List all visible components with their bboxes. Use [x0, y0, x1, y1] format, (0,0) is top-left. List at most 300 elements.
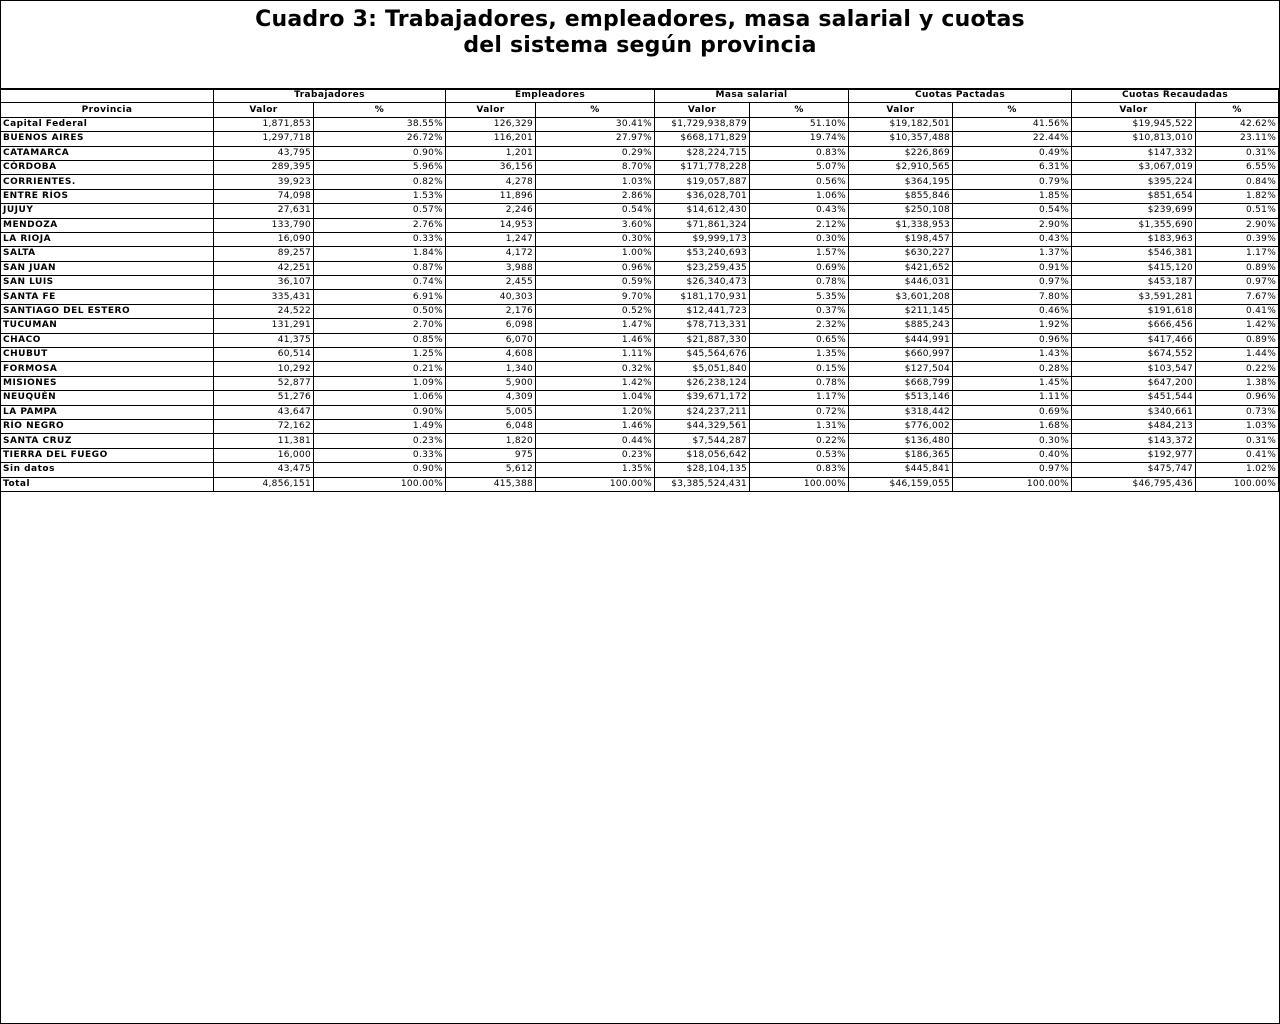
- header-valor: Valor: [1072, 103, 1196, 117]
- value-cell: 0.73%: [1196, 405, 1279, 419]
- value-cell: 0.91%: [953, 261, 1072, 275]
- value-cell: 0.69%: [953, 405, 1072, 419]
- group-header-cuotas-recaudadas: Cuotas Recaudadas: [1072, 89, 1279, 103]
- value-cell: 8.70%: [536, 160, 655, 174]
- value-cell: 0.65%: [750, 333, 849, 347]
- value-cell: 36,107: [214, 276, 314, 290]
- value-cell: 0.49%: [953, 146, 1072, 160]
- value-cell: 4,856,151: [214, 477, 314, 491]
- value-cell: 6,098: [446, 319, 536, 333]
- value-cell: 1.03%: [1196, 419, 1279, 433]
- value-cell: 0.84%: [1196, 175, 1279, 189]
- value-cell: 0.37%: [750, 304, 849, 318]
- value-cell: 1.35%: [536, 463, 655, 477]
- value-cell: 415,388: [446, 477, 536, 491]
- province-cell: CORRIENTES.: [1, 175, 214, 189]
- group-header-cuotas-pactadas: Cuotas Pactadas: [849, 89, 1072, 103]
- value-cell: 40,303: [446, 290, 536, 304]
- province-cell: SAN JUAN: [1, 261, 214, 275]
- value-cell: 30.41%: [536, 117, 655, 131]
- value-cell: 0.97%: [953, 276, 1072, 290]
- province-cell: LA PAMPA: [1, 405, 214, 419]
- value-cell: 131,291: [214, 319, 314, 333]
- province-cell: CÓRDOBA: [1, 160, 214, 174]
- value-cell: 0.78%: [750, 276, 849, 290]
- value-cell: 0.32%: [536, 362, 655, 376]
- value-cell: 74,098: [214, 189, 314, 203]
- value-cell: 27,631: [214, 204, 314, 218]
- value-cell: 2.90%: [953, 218, 1072, 232]
- value-cell: 975: [446, 448, 536, 462]
- value-cell: 0.50%: [314, 304, 446, 318]
- table-row: [1, 362, 1279, 376]
- value-cell: 51,276: [214, 391, 314, 405]
- value-cell: 2.76%: [314, 218, 446, 232]
- value-cell: 1.35%: [750, 348, 849, 362]
- value-cell: $484,213: [1072, 419, 1196, 433]
- table-row: [1, 319, 1279, 333]
- table-row: [1, 434, 1279, 448]
- value-cell: 0.96%: [953, 333, 1072, 347]
- value-cell: 0.22%: [1196, 362, 1279, 376]
- value-cell: 0.87%: [314, 261, 446, 275]
- value-cell: $417,466: [1072, 333, 1196, 347]
- value-cell: 7.67%: [1196, 290, 1279, 304]
- value-cell: 0.41%: [1196, 448, 1279, 462]
- value-cell: $674,552: [1072, 348, 1196, 362]
- value-cell: 2,246: [446, 204, 536, 218]
- value-cell: 289,395: [214, 160, 314, 174]
- value-cell: $136,480: [849, 434, 953, 448]
- province-cell: Capital Federal: [1, 117, 214, 131]
- table-row: [1, 290, 1279, 304]
- value-cell: 0.43%: [953, 232, 1072, 246]
- table-row: [1, 376, 1279, 390]
- value-cell: $475,747: [1072, 463, 1196, 477]
- header-pct: %: [1196, 103, 1279, 117]
- value-cell: $147,332: [1072, 146, 1196, 160]
- value-cell: 0.23%: [314, 434, 446, 448]
- value-cell: 4,278: [446, 175, 536, 189]
- province-cell: SANTIAGO DEL ESTERO: [1, 304, 214, 318]
- value-cell: 11,896: [446, 189, 536, 203]
- province-cell: NEUQUÉN: [1, 391, 214, 405]
- table-row: [1, 132, 1279, 146]
- value-cell: 0.31%: [1196, 146, 1279, 160]
- value-cell: 38.55%: [314, 117, 446, 131]
- value-cell: 60,514: [214, 348, 314, 362]
- province-cell: SAN LUIS: [1, 276, 214, 290]
- value-cell: 0.33%: [314, 232, 446, 246]
- value-cell: 42.62%: [1196, 117, 1279, 131]
- value-cell: 0.79%: [953, 175, 1072, 189]
- value-cell: 6.31%: [953, 160, 1072, 174]
- value-cell: $28,224,715: [655, 146, 750, 160]
- value-cell: 0.28%: [953, 362, 1072, 376]
- table-row: [1, 333, 1279, 347]
- value-cell: 0.78%: [750, 376, 849, 390]
- value-cell: 1,820: [446, 434, 536, 448]
- value-cell: $171,778,228: [655, 160, 750, 174]
- value-cell: $21,887,330: [655, 333, 750, 347]
- value-cell: 0.39%: [1196, 232, 1279, 246]
- header-pct: %: [750, 103, 849, 117]
- value-cell: 0.83%: [750, 146, 849, 160]
- value-cell: $421,652: [849, 261, 953, 275]
- value-cell: 43,475: [214, 463, 314, 477]
- value-cell: $647,200: [1072, 376, 1196, 390]
- value-cell: $181,170,931: [655, 290, 750, 304]
- value-cell: 1.49%: [314, 419, 446, 433]
- value-cell: 0.90%: [314, 405, 446, 419]
- value-cell: 1.47%: [536, 319, 655, 333]
- value-cell: 0.53%: [750, 448, 849, 462]
- value-cell: 42,251: [214, 261, 314, 275]
- value-cell: $318,442: [849, 405, 953, 419]
- value-cell: 0.89%: [1196, 333, 1279, 347]
- value-cell: $660,997: [849, 348, 953, 362]
- value-cell: $10,813,010: [1072, 132, 1196, 146]
- value-cell: 5.07%: [750, 160, 849, 174]
- value-cell: $513,146: [849, 391, 953, 405]
- province-cell: MISIONES: [1, 376, 214, 390]
- value-cell: 16,000: [214, 448, 314, 462]
- value-cell: 1.06%: [314, 391, 446, 405]
- value-cell: 4,309: [446, 391, 536, 405]
- value-cell: 22.44%: [953, 132, 1072, 146]
- header-valor: Valor: [214, 103, 314, 117]
- header-provincia: Provincia: [1, 103, 214, 117]
- value-cell: $44,329,561: [655, 419, 750, 433]
- value-cell: 0.15%: [750, 362, 849, 376]
- header-valor: Valor: [446, 103, 536, 117]
- table-row: [1, 405, 1279, 419]
- value-cell: 0.90%: [314, 146, 446, 160]
- value-cell: 16,090: [214, 232, 314, 246]
- value-cell: $446,031: [849, 276, 953, 290]
- value-cell: $45,564,676: [655, 348, 750, 362]
- value-cell: $12,441,723: [655, 304, 750, 318]
- value-cell: $9,999,173: [655, 232, 750, 246]
- value-cell: $546,381: [1072, 247, 1196, 261]
- data-table: [0, 88, 1279, 492]
- table-row: [1, 146, 1279, 160]
- value-cell: 1.42%: [1196, 319, 1279, 333]
- value-cell: 1.53%: [314, 189, 446, 203]
- value-cell: 9.70%: [536, 290, 655, 304]
- value-cell: 335,431: [214, 290, 314, 304]
- value-cell: 3.60%: [536, 218, 655, 232]
- value-cell: 0.52%: [536, 304, 655, 318]
- value-cell: $24,237,211: [655, 405, 750, 419]
- value-cell: $26,340,473: [655, 276, 750, 290]
- value-cell: 1.37%: [953, 247, 1072, 261]
- value-cell: 0.82%: [314, 175, 446, 189]
- value-cell: $239,699: [1072, 204, 1196, 218]
- value-cell: 41.56%: [953, 117, 1072, 131]
- value-cell: 0.96%: [536, 261, 655, 275]
- value-cell: $5,051,840: [655, 362, 750, 376]
- value-cell: $28,104,135: [655, 463, 750, 477]
- sub-header-row: [1, 103, 1279, 117]
- value-cell: 1.84%: [314, 247, 446, 261]
- group-header-row: [1, 89, 1279, 103]
- value-cell: $143,372: [1072, 434, 1196, 448]
- value-cell: $103,547: [1072, 362, 1196, 376]
- province-cell: CATAMARCA: [1, 146, 214, 160]
- table-row: [1, 175, 1279, 189]
- value-cell: $666,456: [1072, 319, 1196, 333]
- value-cell: 1.42%: [536, 376, 655, 390]
- value-cell: 1.46%: [536, 333, 655, 347]
- value-cell: 1,201: [446, 146, 536, 160]
- value-cell: $3,601,208: [849, 290, 953, 304]
- value-cell: 1.68%: [953, 419, 1072, 433]
- value-cell: 1.45%: [953, 376, 1072, 390]
- value-cell: 0.40%: [953, 448, 1072, 462]
- value-cell: $14,612,430: [655, 204, 750, 218]
- title-area: [1, 1, 1279, 90]
- value-cell: 0.83%: [750, 463, 849, 477]
- value-cell: 1,340: [446, 362, 536, 376]
- value-cell: 1,247: [446, 232, 536, 246]
- value-cell: 2.70%: [314, 319, 446, 333]
- table-row: [1, 247, 1279, 261]
- value-cell: 1.31%: [750, 419, 849, 433]
- value-cell: 1.17%: [1196, 247, 1279, 261]
- value-cell: 1.02%: [1196, 463, 1279, 477]
- value-cell: 19.74%: [750, 132, 849, 146]
- value-cell: 126,329: [446, 117, 536, 131]
- value-cell: $183,963: [1072, 232, 1196, 246]
- value-cell: $226,869: [849, 146, 953, 160]
- group-header-trabajadores: Trabajadores: [214, 89, 446, 103]
- value-cell: $71,861,324: [655, 218, 750, 232]
- province-cell: MENDOZA: [1, 218, 214, 232]
- value-cell: $855,846: [849, 189, 953, 203]
- value-cell: 116,201: [446, 132, 536, 146]
- value-cell: $1,338,953: [849, 218, 953, 232]
- value-cell: $851,654: [1072, 189, 1196, 203]
- value-cell: 100.00%: [536, 477, 655, 491]
- province-cell: RÍO NEGRO: [1, 419, 214, 433]
- value-cell: 1.38%: [1196, 376, 1279, 390]
- table-row: [1, 261, 1279, 275]
- value-cell: $10,357,488: [849, 132, 953, 146]
- value-cell: 0.74%: [314, 276, 446, 290]
- value-cell: $186,365: [849, 448, 953, 462]
- value-cell: 0.29%: [536, 146, 655, 160]
- value-cell: 2.86%: [536, 189, 655, 203]
- value-cell: $3,591,281: [1072, 290, 1196, 304]
- value-cell: $1,729,938,879: [655, 117, 750, 131]
- value-cell: 6.91%: [314, 290, 446, 304]
- value-cell: 0.97%: [953, 463, 1072, 477]
- table-row: [1, 477, 1279, 491]
- value-cell: 0.54%: [536, 204, 655, 218]
- table-row: [1, 348, 1279, 362]
- value-cell: 1.82%: [1196, 189, 1279, 203]
- table-row: [1, 419, 1279, 433]
- value-cell: 7.80%: [953, 290, 1072, 304]
- value-cell: 0.97%: [1196, 276, 1279, 290]
- value-cell: 0.72%: [750, 405, 849, 419]
- value-cell: 23.11%: [1196, 132, 1279, 146]
- value-cell: 0.41%: [1196, 304, 1279, 318]
- value-cell: 0.69%: [750, 261, 849, 275]
- value-cell: 1.25%: [314, 348, 446, 362]
- province-cell: LA RIOJA: [1, 232, 214, 246]
- value-cell: $668,799: [849, 376, 953, 390]
- value-cell: 39,923: [214, 175, 314, 189]
- group-header-masa-salarial: Masa salarial: [655, 89, 849, 103]
- value-cell: $776,002: [849, 419, 953, 433]
- value-cell: 1.11%: [536, 348, 655, 362]
- value-cell: 0.33%: [314, 448, 446, 462]
- value-cell: 1,871,853: [214, 117, 314, 131]
- value-cell: 4,172: [446, 247, 536, 261]
- value-cell: 0.44%: [536, 434, 655, 448]
- value-cell: 100.00%: [1196, 477, 1279, 491]
- value-cell: 0.31%: [1196, 434, 1279, 448]
- value-cell: $19,182,501: [849, 117, 953, 131]
- value-cell: 0.59%: [536, 276, 655, 290]
- value-cell: 1.44%: [1196, 348, 1279, 362]
- value-cell: 0.51%: [1196, 204, 1279, 218]
- value-cell: 100.00%: [750, 477, 849, 491]
- value-cell: $885,243: [849, 319, 953, 333]
- province-cell: JUJUY: [1, 204, 214, 218]
- value-cell: $39,671,172: [655, 391, 750, 405]
- table-row: [1, 448, 1279, 462]
- province-cell: BUENOS AIRES: [1, 132, 214, 146]
- value-cell: 36,156: [446, 160, 536, 174]
- value-cell: 0.30%: [750, 232, 849, 246]
- value-cell: $78,713,331: [655, 319, 750, 333]
- province-cell: TUCUMAN: [1, 319, 214, 333]
- value-cell: $451,544: [1072, 391, 1196, 405]
- value-cell: 1.09%: [314, 376, 446, 390]
- table-row: [1, 218, 1279, 232]
- value-cell: 1.20%: [536, 405, 655, 419]
- table-row: [1, 304, 1279, 318]
- value-cell: $453,187: [1072, 276, 1196, 290]
- value-cell: $23,259,435: [655, 261, 750, 275]
- value-cell: 5.96%: [314, 160, 446, 174]
- value-cell: 6.55%: [1196, 160, 1279, 174]
- province-cell: CHACO: [1, 333, 214, 347]
- value-cell: $26,238,124: [655, 376, 750, 390]
- value-cell: 1.06%: [750, 189, 849, 203]
- value-cell: $46,795,436: [1072, 477, 1196, 491]
- value-cell: $444,991: [849, 333, 953, 347]
- value-cell: 89,257: [214, 247, 314, 261]
- value-cell: 6,048: [446, 419, 536, 433]
- value-cell: 1.04%: [536, 391, 655, 405]
- value-cell: 0.46%: [953, 304, 1072, 318]
- value-cell: $19,945,522: [1072, 117, 1196, 131]
- province-cell: SANTA CRUZ: [1, 434, 214, 448]
- value-cell: 1.11%: [953, 391, 1072, 405]
- value-cell: $211,145: [849, 304, 953, 318]
- value-cell: $2,910,565: [849, 160, 953, 174]
- value-cell: 6,070: [446, 333, 536, 347]
- value-cell: $1,355,690: [1072, 218, 1196, 232]
- value-cell: 0.22%: [750, 434, 849, 448]
- value-cell: 1.46%: [536, 419, 655, 433]
- value-cell: $192,977: [1072, 448, 1196, 462]
- province-cell: SALTA: [1, 247, 214, 261]
- value-cell: 27.97%: [536, 132, 655, 146]
- value-cell: 0.30%: [536, 232, 655, 246]
- value-cell: 2.32%: [750, 319, 849, 333]
- table-row: [1, 276, 1279, 290]
- header-pct: %: [953, 103, 1072, 117]
- value-cell: $191,618: [1072, 304, 1196, 318]
- value-cell: $46,159,055: [849, 477, 953, 491]
- value-cell: 5,612: [446, 463, 536, 477]
- value-cell: $395,224: [1072, 175, 1196, 189]
- value-cell: 43,795: [214, 146, 314, 160]
- value-cell: 1.57%: [750, 247, 849, 261]
- value-cell: 0.30%: [953, 434, 1072, 448]
- value-cell: 3,988: [446, 261, 536, 275]
- value-cell: $53,240,693: [655, 247, 750, 261]
- province-cell: Sin datos: [1, 463, 214, 477]
- value-cell: $3,385,524,431: [655, 477, 750, 491]
- value-cell: $36,028,701: [655, 189, 750, 203]
- value-cell: 133,790: [214, 218, 314, 232]
- value-cell: 11,381: [214, 434, 314, 448]
- header-valor: Valor: [849, 103, 953, 117]
- value-cell: $668,171,829: [655, 132, 750, 146]
- value-cell: 1.85%: [953, 189, 1072, 203]
- value-cell: 2.90%: [1196, 218, 1279, 232]
- value-cell: 24,522: [214, 304, 314, 318]
- value-cell: $127,504: [849, 362, 953, 376]
- value-cell: 0.21%: [314, 362, 446, 376]
- value-cell: 0.90%: [314, 463, 446, 477]
- value-cell: 1.92%: [953, 319, 1072, 333]
- value-cell: $19,057,887: [655, 175, 750, 189]
- header-valor: Valor: [655, 103, 750, 117]
- group-header-empleadores: Empleadores: [446, 89, 655, 103]
- value-cell: $198,457: [849, 232, 953, 246]
- value-cell: $250,108: [849, 204, 953, 218]
- value-cell: 0.56%: [750, 175, 849, 189]
- value-cell: 0.54%: [953, 204, 1072, 218]
- title-line-1: Cuadro 3: Trabajadores, empleadores, masa salarial y cuotas: [255, 7, 1025, 32]
- value-cell: 1.17%: [750, 391, 849, 405]
- table-row: [1, 189, 1279, 203]
- value-cell: 26.72%: [314, 132, 446, 146]
- province-cell: ENTRE RÍOS: [1, 189, 214, 203]
- province-cell: FORMOSA: [1, 362, 214, 376]
- value-cell: 1,297,718: [214, 132, 314, 146]
- table-row: [1, 463, 1279, 477]
- value-cell: 43,647: [214, 405, 314, 419]
- value-cell: 0.23%: [536, 448, 655, 462]
- value-cell: 4,608: [446, 348, 536, 362]
- header-pct: %: [314, 103, 446, 117]
- table-row: [1, 204, 1279, 218]
- page-title: [1, 7, 1279, 59]
- table-row: [1, 232, 1279, 246]
- value-cell: 41,375: [214, 333, 314, 347]
- province-cell: Total: [1, 477, 214, 491]
- value-cell: 2,455: [446, 276, 536, 290]
- value-cell: 1.00%: [536, 247, 655, 261]
